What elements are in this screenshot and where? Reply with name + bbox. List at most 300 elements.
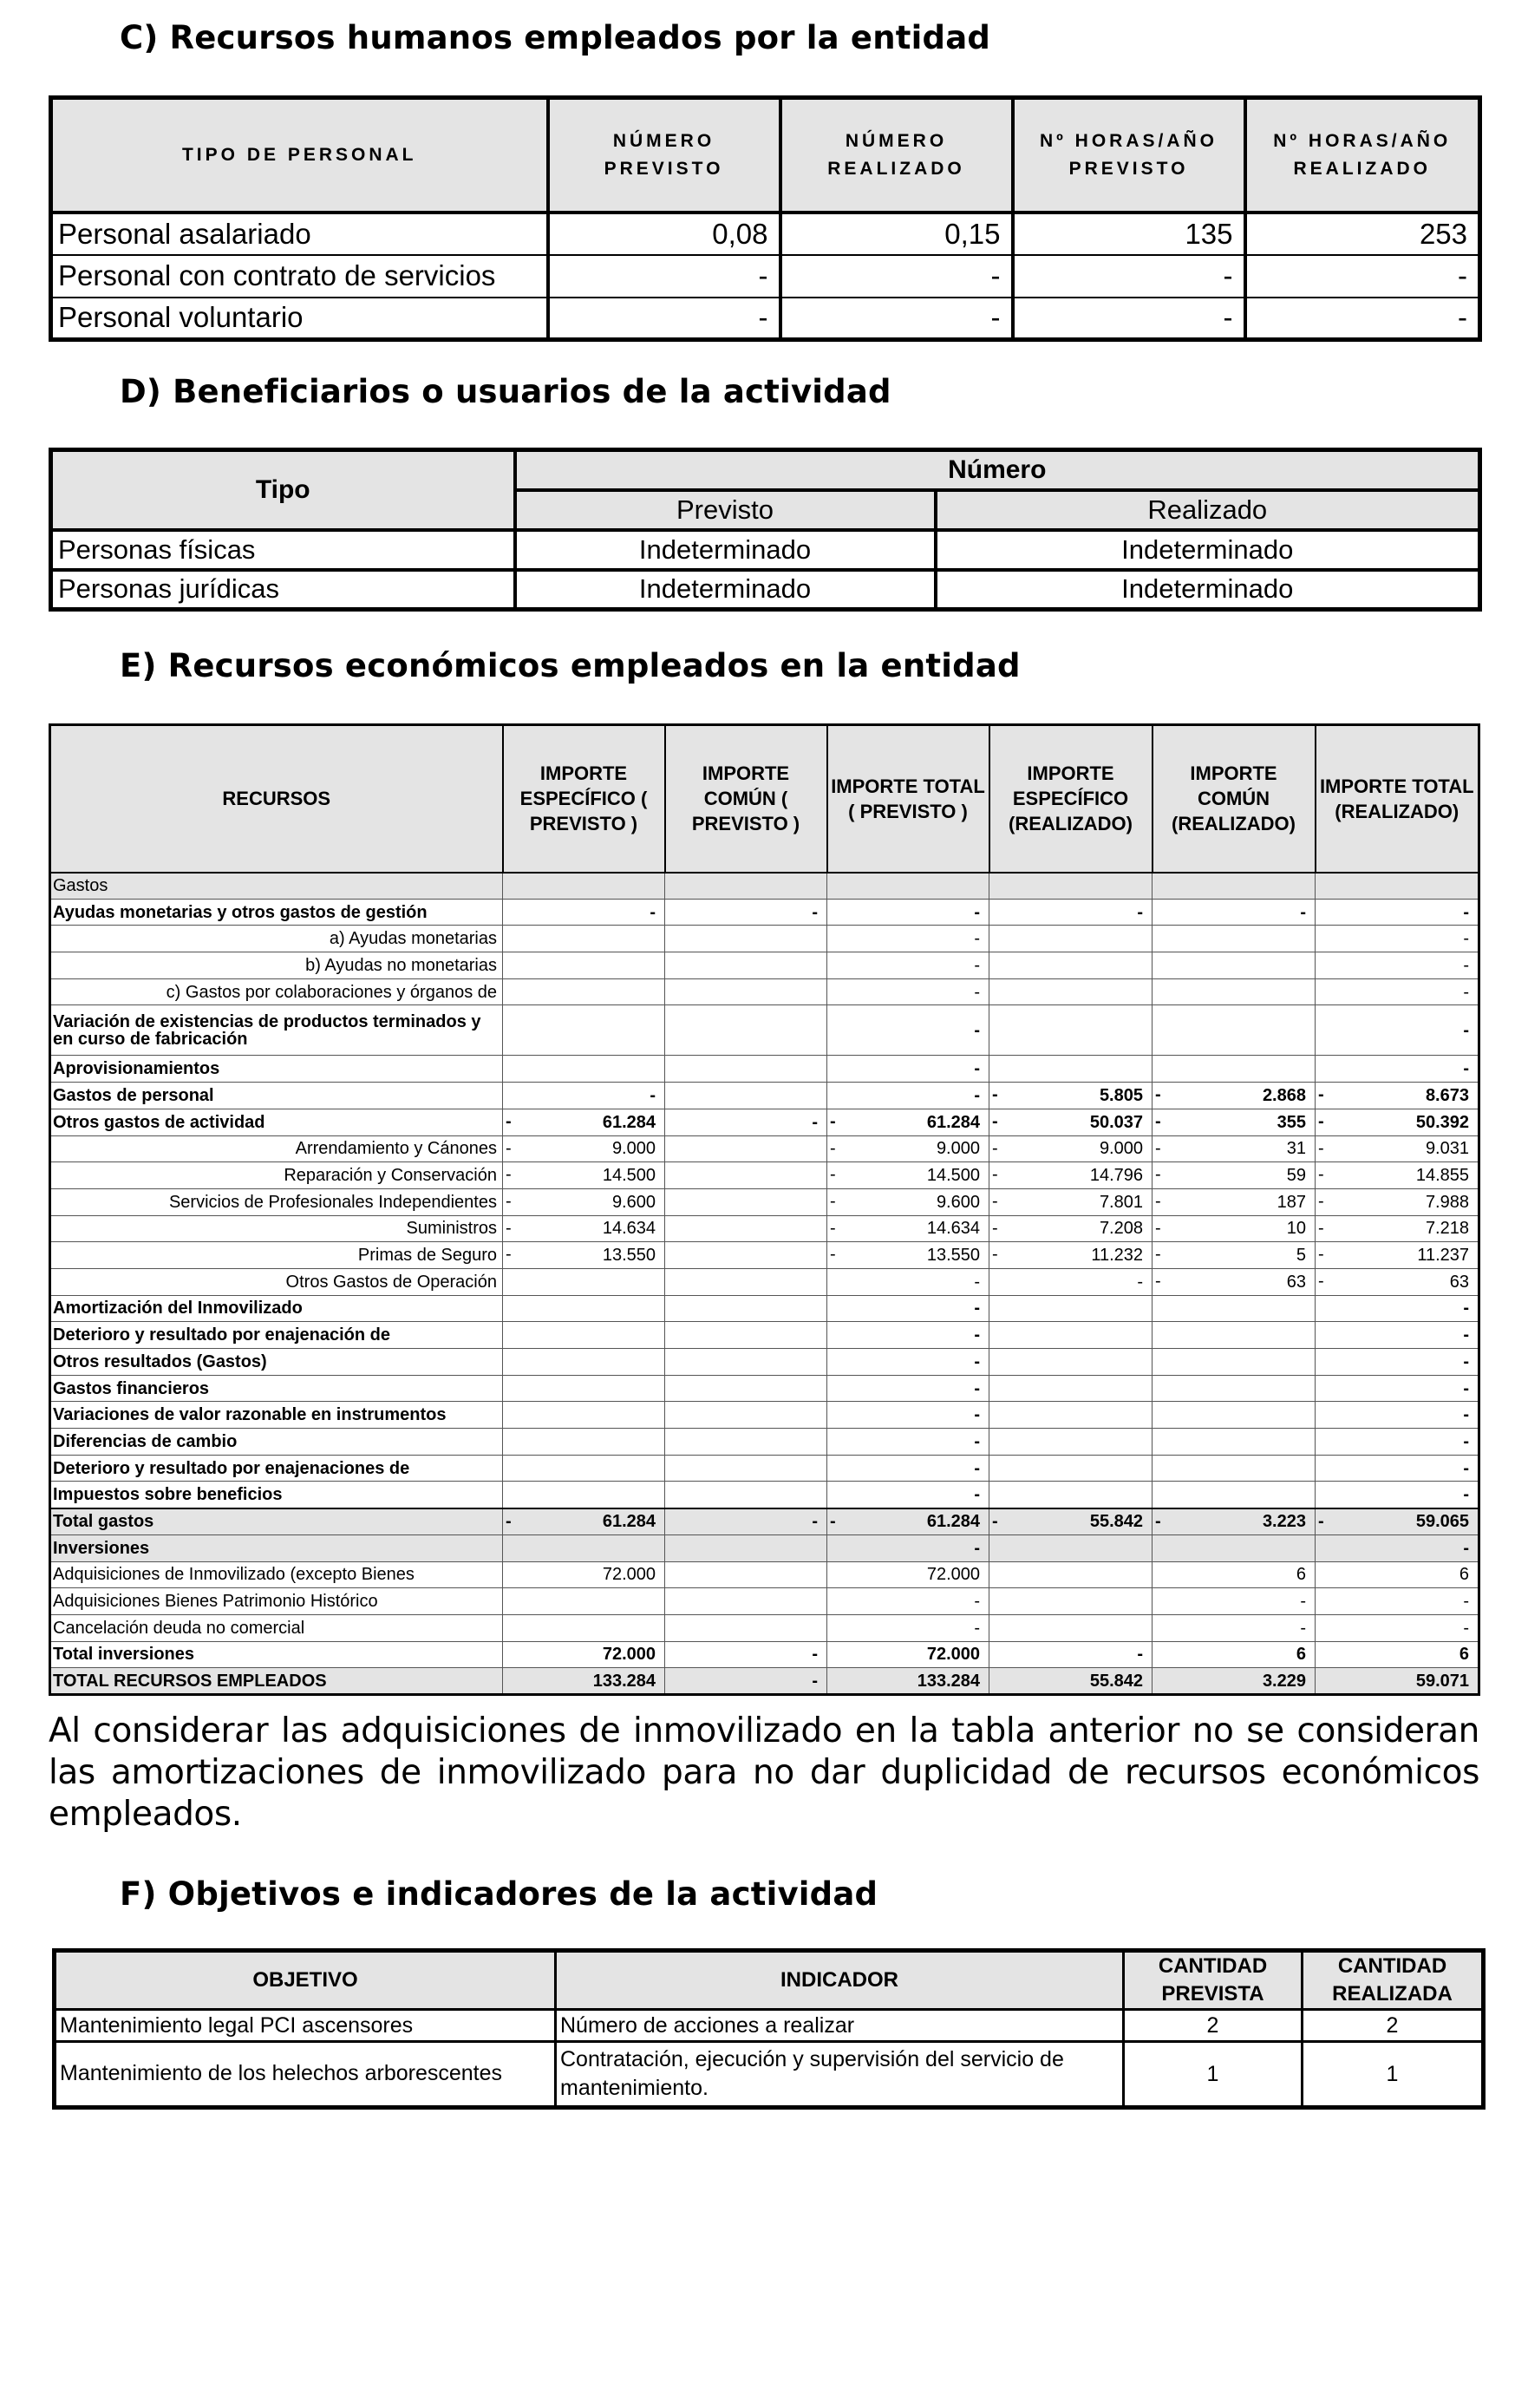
recurso-value bbox=[989, 1455, 1153, 1482]
header-tipo-personal: TIPO DE PERSONAL bbox=[51, 98, 548, 213]
recurso-value bbox=[827, 1242, 989, 1269]
recurso-value: - bbox=[827, 1534, 989, 1561]
recurso-value: - bbox=[1316, 1295, 1479, 1322]
recurso-value bbox=[503, 926, 665, 952]
amount-text: 50.392 bbox=[1415, 1112, 1469, 1132]
header-total-realizado: IMPORTE TOTAL (REALIZADO) bbox=[1316, 725, 1479, 873]
recurso-value: 55.842 bbox=[989, 1668, 1153, 1695]
recurso-value bbox=[503, 1135, 665, 1162]
recurso-value bbox=[503, 1534, 665, 1561]
recurso-label: Servicios de Profesionales Independientes bbox=[50, 1188, 503, 1215]
recurso-value bbox=[665, 1242, 827, 1269]
table-row bbox=[51, 530, 1480, 570]
recurso-value bbox=[1316, 1135, 1479, 1162]
note-paragraph: Al considerar las adquisiciones de inmovilizado en la tabla anterior no se consideran las amortizaciones de inmovilizado para no dar duplicidad de recursos económicos empleados. bbox=[49, 1711, 1479, 1834]
recurso-value bbox=[989, 1482, 1153, 1508]
table-row bbox=[50, 1109, 1479, 1135]
recurso-value: - bbox=[827, 1588, 989, 1615]
amount-text: 61.284 bbox=[926, 1512, 980, 1532]
recurso-value bbox=[989, 1109, 1153, 1135]
recurso-value: - bbox=[1316, 1005, 1479, 1056]
table-row bbox=[50, 1668, 1479, 1695]
recurso-value bbox=[1316, 1508, 1479, 1535]
recurso-label: Variación de existencias de productos terminados y en curso de fabricación bbox=[50, 1005, 503, 1056]
recurso-value bbox=[1153, 1242, 1316, 1269]
section-d-title: D) Beneficiarios o usuarios de la actividad bbox=[120, 373, 891, 410]
recurso-value bbox=[503, 1162, 665, 1189]
amount-text: 5.805 bbox=[1099, 1085, 1143, 1105]
recurso-value bbox=[1153, 926, 1316, 952]
recurso-value bbox=[665, 1005, 827, 1056]
recurso-value: - bbox=[1316, 1614, 1479, 1641]
recurso-value: - bbox=[827, 1375, 989, 1402]
header-cantidad-realizada: CANTIDAD REALIZADA bbox=[1303, 1951, 1484, 2010]
recurso-value bbox=[503, 952, 665, 979]
recurso-value: - bbox=[1153, 1614, 1316, 1641]
recurso-value bbox=[989, 1508, 1153, 1535]
recurso-value bbox=[665, 1056, 827, 1083]
recursos-table-header bbox=[50, 725, 1479, 873]
recurso-value: - bbox=[1316, 978, 1479, 1005]
recurso-value: 72.000 bbox=[827, 1641, 989, 1668]
recurso-value bbox=[989, 1322, 1153, 1349]
recurso-label: Arrendamiento y Cánones bbox=[50, 1135, 503, 1162]
recurso-value bbox=[665, 1322, 827, 1349]
personal-table-header bbox=[51, 98, 1480, 213]
table-row bbox=[51, 570, 1480, 610]
section-f-title: F) Objetivos e indicadores de la actividad bbox=[120, 1875, 878, 1913]
amount-text: 355 bbox=[1277, 1112, 1306, 1132]
recurso-value bbox=[1153, 1375, 1316, 1402]
recurso-value bbox=[665, 1455, 827, 1482]
recursos-table bbox=[49, 723, 1480, 1696]
recurso-value: 133.284 bbox=[827, 1668, 989, 1695]
table-row bbox=[50, 1482, 1479, 1508]
recurso-value bbox=[503, 1215, 665, 1242]
recurso-value bbox=[1153, 1455, 1316, 1482]
recurso-label: Amortización del Inmovilizado bbox=[50, 1295, 503, 1322]
recurso-value bbox=[989, 1614, 1153, 1641]
recurso-value bbox=[503, 1295, 665, 1322]
table-row bbox=[50, 1429, 1479, 1456]
recurso-label: Aprovisionamientos bbox=[50, 1056, 503, 1083]
recurso-label: c) Gastos por colaboraciones y órganos de bbox=[50, 978, 503, 1005]
header-indicador: INDICADOR bbox=[556, 1951, 1124, 2010]
recurso-label: Gastos bbox=[50, 873, 503, 900]
amount-text: 14.796 bbox=[1089, 1166, 1143, 1186]
negative-sign: - bbox=[830, 1245, 836, 1265]
negative-sign: - bbox=[1155, 1111, 1161, 1131]
amount-text: 63 bbox=[1286, 1272, 1306, 1292]
recurso-label: Cancelación deuda no comercial bbox=[50, 1614, 503, 1641]
table-row bbox=[50, 1162, 1479, 1189]
recurso-value: 6 bbox=[1316, 1641, 1479, 1668]
recurso-label: Otros Gastos de Operación bbox=[50, 1268, 503, 1295]
recurso-value: - bbox=[1316, 1482, 1479, 1508]
table-row bbox=[50, 926, 1479, 952]
recurso-value bbox=[503, 1375, 665, 1402]
personal-tipo: Personal con contrato de servicios bbox=[51, 255, 548, 298]
recurso-value bbox=[1153, 1005, 1316, 1056]
recurso-label: Suministros bbox=[50, 1215, 503, 1242]
recurso-value bbox=[989, 1588, 1153, 1615]
negative-sign: - bbox=[830, 1165, 836, 1185]
table-row bbox=[55, 2042, 1484, 2108]
recurso-value: - bbox=[1153, 899, 1316, 926]
recurso-value: 6 bbox=[1153, 1641, 1316, 1668]
recurso-value bbox=[989, 1402, 1153, 1429]
negative-sign: - bbox=[992, 1138, 998, 1158]
table-row bbox=[51, 213, 1480, 255]
amount-text: 55.842 bbox=[1089, 1512, 1143, 1532]
num-previsto: 0,08 bbox=[548, 213, 780, 255]
recurso-label: Inversiones bbox=[50, 1534, 503, 1561]
amount-text: 2.868 bbox=[1262, 1085, 1306, 1105]
header-horas-previsto: Nº HORAS/AÑO PREVISTO bbox=[1013, 98, 1245, 213]
table-row bbox=[55, 2010, 1484, 2042]
recurso-value: - bbox=[827, 1429, 989, 1456]
header-especifico-realizado: IMPORTE ESPECÍFICO (REALIZADO) bbox=[989, 725, 1153, 873]
amount-text: 7.218 bbox=[1425, 1219, 1469, 1239]
recurso-value: - bbox=[1316, 1588, 1479, 1615]
recurso-value bbox=[989, 1242, 1153, 1269]
recurso-value bbox=[1316, 1109, 1479, 1135]
horas-realizado: 253 bbox=[1245, 213, 1480, 255]
recurso-value bbox=[665, 1162, 827, 1189]
amount-text: 63 bbox=[1449, 1272, 1469, 1292]
cantidad-realizada: 1 bbox=[1303, 2042, 1484, 2108]
recurso-value: - bbox=[827, 926, 989, 952]
recurso-value: - bbox=[827, 1482, 989, 1508]
recurso-value bbox=[989, 1215, 1153, 1242]
table-row bbox=[51, 298, 1480, 340]
recurso-value bbox=[989, 1188, 1153, 1215]
recurso-value: 72.000 bbox=[827, 1561, 989, 1588]
amount-text: 31 bbox=[1286, 1139, 1306, 1159]
num-previsto: - bbox=[548, 298, 780, 340]
recurso-value: - bbox=[1153, 1588, 1316, 1615]
negative-sign: - bbox=[1318, 1218, 1324, 1238]
horas-realizado: - bbox=[1245, 298, 1480, 340]
recurso-value: - bbox=[1316, 899, 1479, 926]
recurso-value: - bbox=[827, 978, 989, 1005]
amount-text: 187 bbox=[1277, 1192, 1306, 1212]
amount-text: 59.065 bbox=[1415, 1512, 1469, 1532]
recurso-value: - bbox=[1316, 1375, 1479, 1402]
recurso-value bbox=[665, 978, 827, 1005]
negative-sign: - bbox=[1155, 1191, 1161, 1211]
recurso-value: - bbox=[503, 1083, 665, 1109]
table-row bbox=[50, 1455, 1479, 1482]
amount-text: 10 bbox=[1286, 1219, 1306, 1239]
table-row bbox=[50, 952, 1479, 979]
recurso-value bbox=[503, 1188, 665, 1215]
recurso-value: - bbox=[1316, 1349, 1479, 1376]
recurso-value bbox=[503, 1402, 665, 1429]
horas-previsto: - bbox=[1013, 255, 1245, 298]
amount-text: 61.284 bbox=[602, 1112, 656, 1132]
recurso-value bbox=[665, 1402, 827, 1429]
recursos-table-body bbox=[50, 873, 1479, 1695]
header-realizado: Realizado bbox=[936, 490, 1480, 530]
negative-sign: - bbox=[1318, 1191, 1324, 1211]
negative-sign: - bbox=[1155, 1138, 1161, 1158]
recurso-value bbox=[665, 1295, 827, 1322]
amount-text: 11.232 bbox=[1091, 1246, 1143, 1266]
amount-text: 7.988 bbox=[1425, 1192, 1469, 1212]
recurso-value: - bbox=[827, 1455, 989, 1482]
amount-text: 14.634 bbox=[926, 1219, 980, 1239]
table-row bbox=[50, 1083, 1479, 1109]
recurso-value: 133.284 bbox=[503, 1668, 665, 1695]
recurso-value bbox=[1153, 1295, 1316, 1322]
negative-sign: - bbox=[506, 1511, 512, 1531]
header-objetivo: OBJETIVO bbox=[55, 1951, 556, 2010]
table-row bbox=[51, 255, 1480, 298]
num-realizado: - bbox=[780, 298, 1013, 340]
recurso-value bbox=[503, 1349, 665, 1376]
table-row bbox=[50, 1375, 1479, 1402]
recurso-value: 72.000 bbox=[503, 1561, 665, 1588]
recurso-value: - bbox=[827, 1268, 989, 1295]
amount-text: 9.000 bbox=[1099, 1139, 1143, 1159]
amount-text: 14.500 bbox=[602, 1166, 656, 1186]
amount-text: 14.500 bbox=[926, 1166, 980, 1186]
recurso-value: 3.229 bbox=[1153, 1668, 1316, 1695]
negative-sign: - bbox=[1318, 1138, 1324, 1158]
recurso-value bbox=[1153, 1083, 1316, 1109]
recurso-value bbox=[665, 926, 827, 952]
amount-text: 8.673 bbox=[1425, 1085, 1469, 1105]
num-realizado: - bbox=[780, 255, 1013, 298]
recurso-label: Gastos de personal bbox=[50, 1083, 503, 1109]
negative-sign: - bbox=[992, 1218, 998, 1238]
recurso-value: - bbox=[1316, 1402, 1479, 1429]
header-comun-realizado: IMPORTE COMÚN (REALIZADO) bbox=[1153, 725, 1316, 873]
recurso-value: - bbox=[1316, 926, 1479, 952]
header-previsto: Previsto bbox=[515, 490, 936, 530]
table-row bbox=[50, 1268, 1479, 1295]
recurso-label: Primas de Seguro bbox=[50, 1242, 503, 1269]
recurso-value bbox=[1153, 1268, 1316, 1295]
negative-sign: - bbox=[506, 1111, 512, 1131]
amount-text: 9.000 bbox=[611, 1139, 656, 1159]
recurso-label: Deterioro y resultado por enajenaciones de bbox=[50, 1455, 503, 1482]
recurso-label: Adquisiciones Bienes Patrimonio Histórico bbox=[50, 1588, 503, 1615]
recurso-value bbox=[1316, 873, 1479, 900]
header-total-previsto: IMPORTE TOTAL ( PREVISTO ) bbox=[827, 725, 989, 873]
amount-text: 7.208 bbox=[1099, 1219, 1143, 1239]
indicador: Número de acciones a realizar bbox=[556, 2010, 1124, 2042]
horas-previsto: 135 bbox=[1013, 213, 1245, 255]
amount-text: 50.037 bbox=[1089, 1112, 1143, 1132]
recurso-value: 6 bbox=[1153, 1561, 1316, 1588]
negative-sign: - bbox=[992, 1511, 998, 1531]
negative-sign: - bbox=[1155, 1218, 1161, 1238]
recurso-value bbox=[827, 873, 989, 900]
recurso-value: - bbox=[665, 1508, 827, 1535]
negative-sign: - bbox=[992, 1085, 998, 1105]
recurso-value bbox=[665, 1349, 827, 1376]
recurso-value bbox=[1153, 1402, 1316, 1429]
recurso-value: - bbox=[827, 1349, 989, 1376]
table-row bbox=[50, 1561, 1479, 1588]
recurso-value bbox=[1153, 1322, 1316, 1349]
table-row bbox=[50, 899, 1479, 926]
negative-sign: - bbox=[830, 1511, 836, 1531]
recurso-value bbox=[665, 1429, 827, 1456]
recurso-value bbox=[503, 1268, 665, 1295]
recurso-value bbox=[827, 1215, 989, 1242]
recurso-label: Ayudas monetarias y otros gastos de gestión bbox=[50, 899, 503, 926]
amount-text: 7.801 bbox=[1099, 1192, 1143, 1212]
recurso-value: - bbox=[827, 1322, 989, 1349]
objetivos-table bbox=[52, 1948, 1486, 2110]
recurso-value bbox=[1153, 873, 1316, 900]
recurso-value: - bbox=[1316, 1534, 1479, 1561]
recurso-value bbox=[503, 1056, 665, 1083]
indicador: Contratación, ejecución y supervisión del servicio de mantenimiento. bbox=[556, 2042, 1124, 2108]
section-e-title: E) Recursos económicos empleados en la entidad bbox=[120, 647, 1021, 684]
header-recursos: RECURSOS bbox=[50, 725, 503, 873]
table-row bbox=[50, 978, 1479, 1005]
recurso-value: 6 bbox=[1316, 1561, 1479, 1588]
header-tipo: Tipo bbox=[51, 450, 515, 530]
recurso-value bbox=[827, 1508, 989, 1535]
horas-realizado: - bbox=[1245, 255, 1480, 298]
recurso-value bbox=[1316, 1215, 1479, 1242]
table-row bbox=[50, 1614, 1479, 1641]
beneficiario-realizado: Indeterminado bbox=[936, 570, 1480, 610]
negative-sign: - bbox=[992, 1191, 998, 1211]
recurso-value: 72.000 bbox=[503, 1641, 665, 1668]
recurso-value bbox=[1153, 1508, 1316, 1535]
recurso-label: Total gastos bbox=[50, 1508, 503, 1535]
recurso-value bbox=[989, 1561, 1153, 1588]
recurso-label: b) Ayudas no monetarias bbox=[50, 952, 503, 979]
recurso-value bbox=[1153, 1429, 1316, 1456]
amount-text: 3.223 bbox=[1262, 1512, 1306, 1532]
table-row bbox=[50, 1005, 1479, 1056]
recurso-value bbox=[989, 873, 1153, 900]
negative-sign: - bbox=[1155, 1271, 1161, 1291]
recurso-value bbox=[665, 1083, 827, 1109]
recurso-value bbox=[665, 1534, 827, 1561]
header-numero: Número bbox=[515, 450, 1480, 490]
amount-text: 5 bbox=[1296, 1246, 1306, 1266]
recurso-value bbox=[665, 873, 827, 900]
recurso-value: - bbox=[665, 1109, 827, 1135]
recurso-value: - bbox=[1316, 1056, 1479, 1083]
recurso-value: - bbox=[1316, 952, 1479, 979]
recurso-label: Diferencias de cambio bbox=[50, 1429, 503, 1456]
negative-sign: - bbox=[992, 1165, 998, 1185]
negative-sign: - bbox=[506, 1165, 512, 1185]
recurso-value: - bbox=[827, 1083, 989, 1109]
cantidad-prevista: 1 bbox=[1124, 2042, 1303, 2108]
recurso-value bbox=[989, 1349, 1153, 1376]
recurso-value bbox=[665, 1135, 827, 1162]
table-row bbox=[50, 1242, 1479, 1269]
recurso-value bbox=[827, 1188, 989, 1215]
recurso-label: Impuestos sobre beneficios bbox=[50, 1482, 503, 1508]
recurso-value bbox=[1316, 1188, 1479, 1215]
beneficiario-tipo: Personas jurídicas bbox=[51, 570, 515, 610]
negative-sign: - bbox=[992, 1111, 998, 1131]
beneficiario-tipo: Personas físicas bbox=[51, 530, 515, 570]
recurso-value: - bbox=[665, 899, 827, 926]
recurso-label: Otros resultados (Gastos) bbox=[50, 1349, 503, 1376]
table-row bbox=[50, 1188, 1479, 1215]
recurso-value bbox=[1153, 1056, 1316, 1083]
recurso-value bbox=[503, 1508, 665, 1535]
recurso-value bbox=[665, 1614, 827, 1641]
recurso-value bbox=[503, 1588, 665, 1615]
negative-sign: - bbox=[1318, 1085, 1324, 1105]
negative-sign: - bbox=[830, 1111, 836, 1131]
negative-sign: - bbox=[1155, 1511, 1161, 1531]
personal-table bbox=[49, 95, 1482, 342]
recurso-value bbox=[989, 1005, 1153, 1056]
recurso-label: Otros gastos de actividad bbox=[50, 1109, 503, 1135]
recurso-value: - bbox=[827, 952, 989, 979]
recurso-value bbox=[1316, 1162, 1479, 1189]
beneficiarios-table bbox=[49, 448, 1482, 612]
recurso-value: - bbox=[1316, 1322, 1479, 1349]
header-especifico-previsto: IMPORTE ESPECÍFICO ( PREVISTO ) bbox=[503, 725, 665, 873]
recurso-value bbox=[1316, 1083, 1479, 1109]
objetivos-table-header bbox=[55, 1951, 1484, 2010]
beneficiario-previsto: Indeterminado bbox=[515, 570, 936, 610]
recurso-value bbox=[1316, 1268, 1479, 1295]
recurso-label: Variaciones de valor razonable en instrumentos bbox=[50, 1402, 503, 1429]
beneficiario-realizado: Indeterminado bbox=[936, 530, 1480, 570]
recurso-value: - bbox=[665, 1668, 827, 1695]
negative-sign: - bbox=[1318, 1271, 1324, 1291]
negative-sign: - bbox=[1155, 1245, 1161, 1265]
table-row bbox=[50, 1349, 1479, 1376]
recurso-value: - bbox=[989, 1268, 1153, 1295]
amount-text: 13.550 bbox=[926, 1246, 980, 1266]
header-numero-previsto: NÚMERO PREVISTO bbox=[548, 98, 780, 213]
objetivo: Mantenimiento de los helechos arborescentes bbox=[55, 2042, 556, 2108]
num-previsto: - bbox=[548, 255, 780, 298]
recurso-value bbox=[989, 926, 1153, 952]
objetivo: Mantenimiento legal PCI ascensores bbox=[55, 2010, 556, 2042]
header-cantidad-prevista: CANTIDAD PREVISTA bbox=[1124, 1951, 1303, 2010]
recurso-value bbox=[1153, 978, 1316, 1005]
amount-text: 61.284 bbox=[602, 1512, 656, 1532]
recurso-value bbox=[1153, 1534, 1316, 1561]
amount-text: 11.237 bbox=[1417, 1246, 1469, 1266]
recurso-value bbox=[1153, 1135, 1316, 1162]
recurso-value bbox=[665, 1375, 827, 1402]
recurso-value bbox=[1153, 1482, 1316, 1508]
cantidad-realizada: 2 bbox=[1303, 2010, 1484, 2042]
recurso-value: - bbox=[827, 1056, 989, 1083]
recurso-label: Reparación y Conservación bbox=[50, 1162, 503, 1189]
table-row bbox=[50, 1402, 1479, 1429]
table-row bbox=[50, 1588, 1479, 1615]
recurso-value: - bbox=[989, 899, 1153, 926]
amount-text: 59 bbox=[1286, 1166, 1306, 1186]
recurso-label: Gastos financieros bbox=[50, 1375, 503, 1402]
recurso-label: Deterioro y resultado por enajenación de bbox=[50, 1322, 503, 1349]
negative-sign: - bbox=[506, 1191, 512, 1211]
personal-tipo: Personal voluntario bbox=[51, 298, 548, 340]
recurso-value: - bbox=[827, 1005, 989, 1056]
amount-text: 9.000 bbox=[936, 1139, 980, 1159]
